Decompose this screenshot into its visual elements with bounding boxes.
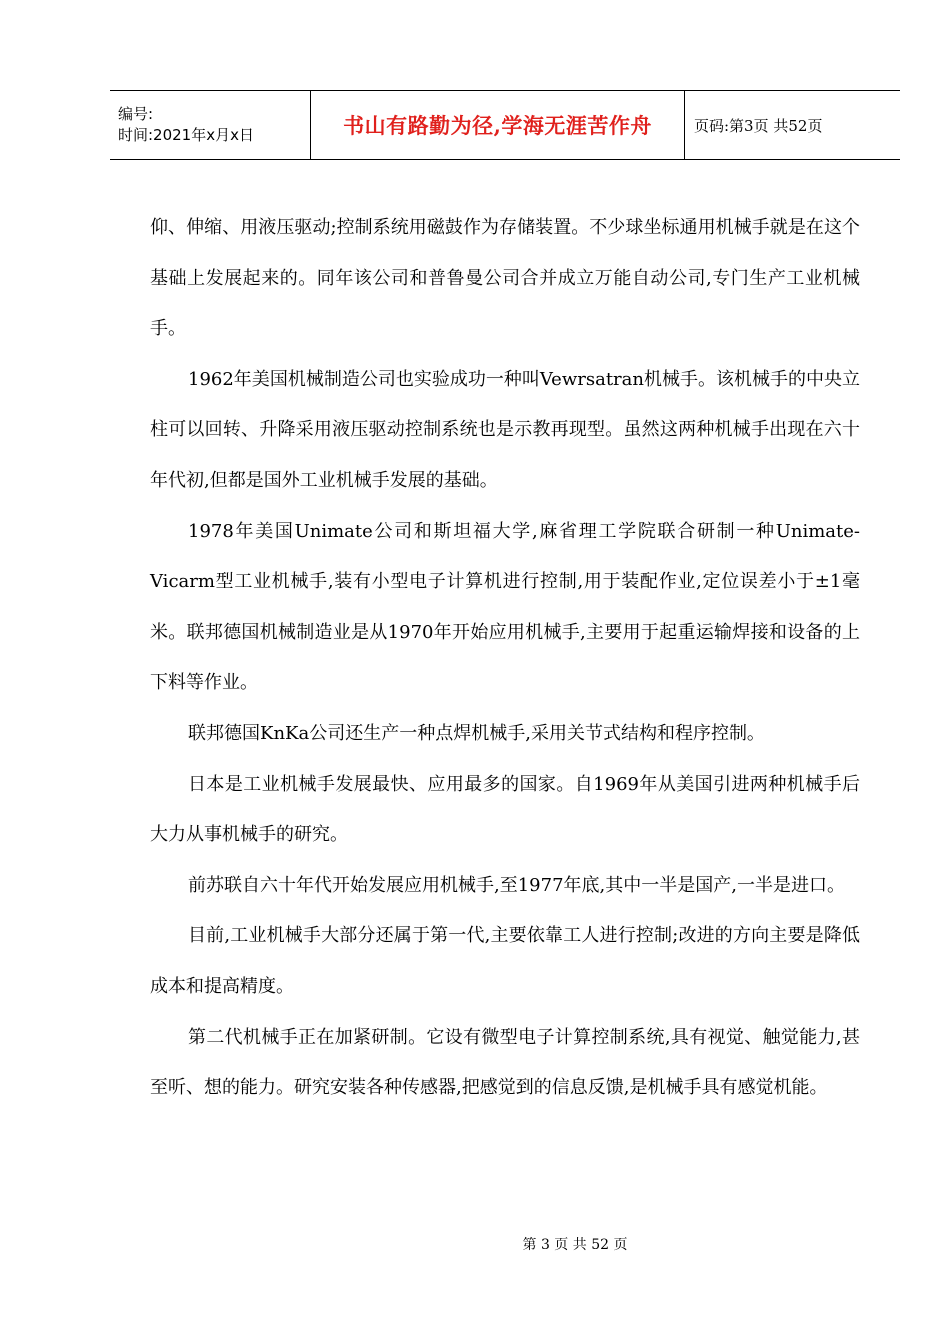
header-motto: 书山有路勤为径,学海无涯苦作舟 <box>311 91 685 159</box>
paragraph: 日本是工业机械手发展最快、应用最多的国家。自1969年从美国引进两种机械手后大力从事机械手的研究。 <box>150 773 860 846</box>
paragraph: 联邦德国KnKa公司还生产一种点焊机械手,采用关节式结构和程序控制。 <box>188 722 765 744</box>
paragraph: 前苏联自六十年代开始发展应用机械手,至1977年底,其中一半是国产,一半是进口。 <box>188 874 845 896</box>
paragraph: 第二代机械手正在加紧研制。它设有微型电子计算控制系统,具有视觉、触觉能力,甚至听、想的能力。研究安装各种传感器,把感觉到的信息反馈,是机械手具有感觉机能。 <box>150 1026 860 1099</box>
page-header <box>110 90 900 160</box>
date-label: 时间:2021年x月x日 <box>118 126 254 144</box>
paragraph: 目前,工业机械手大部分还属于第一代,主要依靠工人进行控制;改进的方向主要是降低成本和提高精度。 <box>150 925 860 997</box>
paragraph: 仰、伸缩、用液压驱动;控制系统用磁鼓作为存储装置。不少球坐标通用机械手就是在这个基础上发展起来的。同年该公司和普鲁曼公司合并成立万能自动公司,专门生产工业机械手。 <box>150 217 860 340</box>
document-body <box>150 203 860 1114</box>
footer-page-number: 第 3 页 共 52 页 <box>522 1237 628 1253</box>
header-meta <box>110 91 311 159</box>
paragraph: 1978年美国Unimate公司和斯坦福大学,麻省理工学院联合研制一种Unimate-Vicarm型工业机械手,装有小型电子计算机进行控制,用于装配作业,定位误差小于±1毫米。联邦德国机械制造业是从1970年开始应用机械手,主要用于起重运输焊接和设备的上下料等作业。 <box>150 520 860 694</box>
serial-number-label: 编号: <box>118 105 154 123</box>
page-footer <box>0 1234 950 1254</box>
header-page-info: 页码:第3页 共52页 <box>694 116 823 135</box>
paragraph: 1962年美国机械制造公司也实验成功一种叫Vewrsatran机械手。该机械手的中央立柱可以回转、升降采用液压驱动控制系统也是示教再现型。虽然这两种机械手出现在六十年代初,但都是国外工业机械手发展的基础。 <box>150 368 860 491</box>
